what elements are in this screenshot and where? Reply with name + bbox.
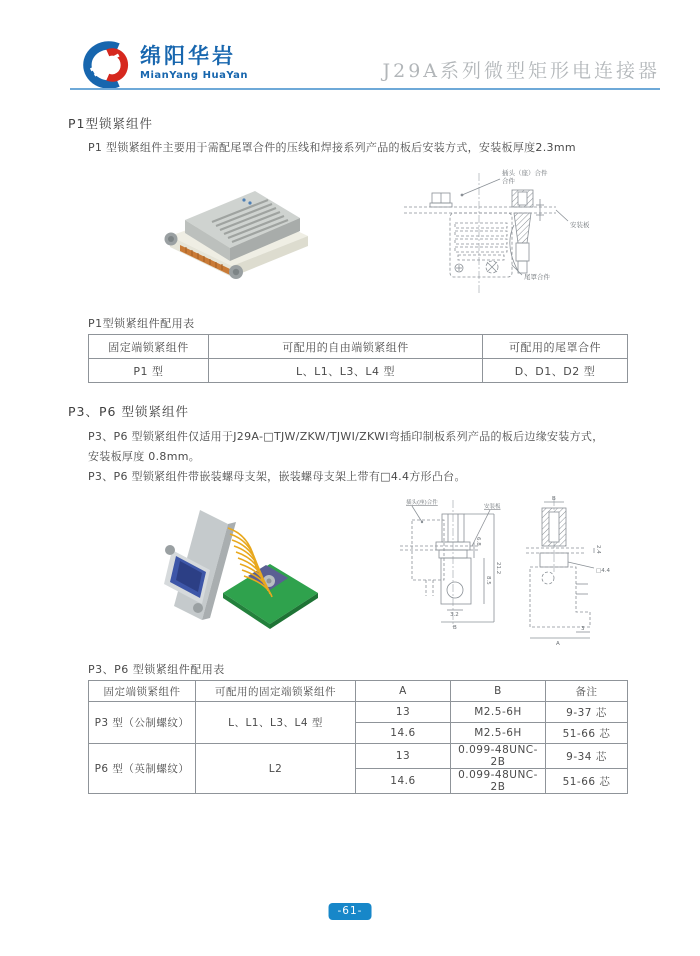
table2-caption: P3、P6 型锁紧组件配用表 [88,663,225,676]
page-number-badge: -61- [329,903,372,920]
table2-cell: 9-37 芯 [546,702,628,723]
header-divider [70,88,660,90]
table2-cell-p6-type: P6 型（英制螺纹） [89,744,196,794]
table2-cell: 13 [356,744,451,769]
table1-cell-type: P1 型 [89,359,209,383]
table1-cell-free: L、L1、L3、L4 型 [209,359,483,383]
brand-name [140,46,248,81]
brand-name-cn: 绵阳华岩 [140,44,236,68]
table2-cell-p6-compat: L2 [196,744,356,794]
drawing2-label-plug: 插头(座)合件 [406,500,438,506]
table2-header-compat: 可配用的固定端锁紧组件 [196,681,356,702]
table1-header-free: 可配用的自由端锁紧组件 [209,335,483,359]
drawing1-label-plate: 安装板 [570,221,590,229]
table2-header-note: 备注 [546,681,628,702]
technical-drawing-p3 [398,492,646,656]
dim-a: A [556,641,560,647]
table-header-row [89,335,628,359]
table2-cell: M2.5-6H [451,723,546,744]
dim-2-4: 2.4 [595,545,601,554]
table-header-row [89,681,628,702]
drawing2-label-plate: 安装板 [484,504,501,510]
table1-cell-tail: D、D1、D2 型 [483,359,628,383]
table2-cell: 51-66 芯 [546,769,628,794]
dim-sq-4-4: □4.4 [596,568,610,574]
table2-cell: 13 [356,702,451,723]
drawing1-label-tail: 尾罩合件 [524,273,550,281]
table2-cell: 0.099-48UNC-2B [451,769,546,794]
p1-spec-table [88,334,628,383]
technical-drawing-p1 [396,165,631,309]
section2-title: P3、P6 型锁紧组件 [68,404,189,419]
dim-21-2: 21.2 [495,562,501,575]
section2-body-line3: P3、P6 型锁紧组件带嵌装螺母支架，嵌装螺母支架上带有□4.4方形凸台。 [88,470,466,483]
doc-title: J29A系列微型矩形电连接器 [382,60,660,82]
table2-cell: 51-66 芯 [546,723,628,744]
section1-title: P1型锁紧组件 [68,116,153,131]
dim-b-bottom: B [453,625,457,631]
drawing1-label-plug: 插头（座）合件 [502,169,548,177]
table2-cell: M2.5-6H [451,702,546,723]
table2-header-a: A [356,681,451,702]
table-row [89,702,628,723]
dim-8-5: 8.5 [485,576,491,585]
table1-header-fixed: 固定端锁紧组件 [89,335,209,359]
table1-header-tail: 可配用的尾罩合件 [483,335,628,359]
p3p6-spec-table [88,680,628,794]
drawing1-label-plug2: 合件 [502,177,515,185]
section2-body-line1: P3、P6 型锁紧组件仅适用于J29A-□TJW/ZKW/TJWI/ZKWI弯插印制板系列产品的板后边缘安装方式， [88,430,604,443]
table2-cell: 9-34 芯 [546,744,628,769]
section2-body-line2: 安装板厚度 0.8mm。 [88,450,201,463]
table2-header-b: B [451,681,546,702]
brand-name-en: MianYang HuaYan [140,70,249,81]
table2-cell-p3-compat: L、L1、L3、L4 型 [196,702,356,744]
table-row [89,744,628,769]
dim-3-2: 3.2 [450,612,459,618]
table2-header-fixed: 固定端锁紧组件 [89,681,196,702]
dim-3: 3 [581,626,585,632]
section2-body [88,427,648,487]
table2-cell-p3-type: P3 型（公制螺纹） [89,702,196,744]
section1-body: P1 型锁紧组件主要用于需配尾罩合件的压线和焊接系列产品的板后安装方式，安装板厚度2.3mm [88,141,576,154]
dim-6-8: 6.8 [475,537,481,546]
table2-cell: 14.6 [356,769,451,794]
brand-logo-icon [76,40,132,94]
connector-render-p3 [148,498,323,642]
table-row [89,359,628,383]
dim-b-top: B [552,496,556,502]
connector-render-p1 [140,178,310,300]
table1-caption: P1型锁紧组件配用表 [88,317,195,330]
table2-cell: 14.6 [356,723,451,744]
table2-cell: 0.099-48UNC-2B [451,744,546,769]
